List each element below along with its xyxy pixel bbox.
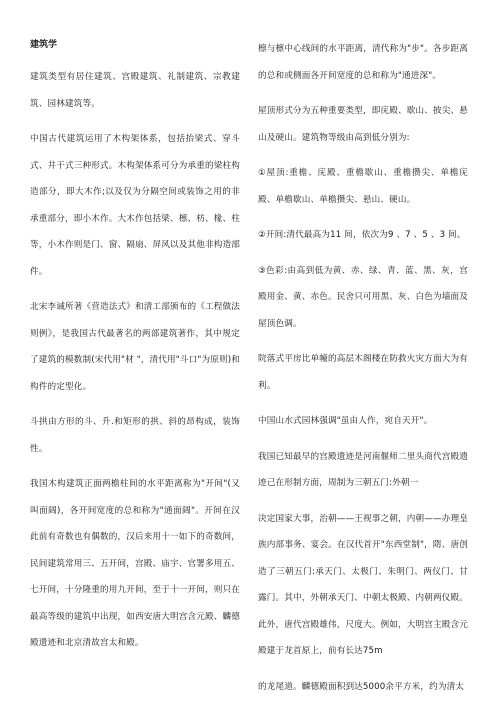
paragraph: 北宋李诫所著《营造法式》和清工部颁布的《工程做法则例》，是我国古代最著名的两部建筑著作，其中规定了建筑的模数制(宋代用"材 "，清代用"斗口"为原则)和构件的定型化。	[30, 302, 240, 392]
paragraph: 屋顶形式分为五种重要类型，即庑殿、歇山、披尖、悬山及硬山。建筑物等级由高到低分别为:	[258, 106, 468, 143]
right-column	[258, 36, 468, 709]
left-column	[30, 36, 240, 666]
section-heading: 建筑学	[30, 40, 58, 50]
paragraph: 我国已知最早的宫殿遗迹是河南偃师二里头商代宫殿遗迹己在形制方面，周制为三朝五门:外朝一	[258, 451, 468, 488]
paragraph: 斗拱由方形的斗、升.和矩形的拱、斜的昂构成，装饰性。	[30, 417, 240, 454]
paragraph: ③色彩:由高到低为黄、赤、绿、青、蓝、黑、灰，宫殿用金、黄、赤色。民舍只可用黑、灰、白色为墙面及屋顶色调。	[258, 265, 468, 329]
paragraph: 建筑类型有居住建筑、宫殿建筑、礼制建筑、宗教建筑、园林建筑等。	[30, 72, 240, 109]
paragraph: 中国山水式园林强调"虽由人作，宛自天开"。	[258, 416, 433, 426]
paragraph: 的龙尾道。麟德殿面积到达5000余平方米，约为清太	[258, 681, 465, 692]
paragraph: ①屋顶:重檐、庑殿、重檐歇山、重檐攒尖、单檐庑殿、单檐歇山、单檐攒尖、悬山、硬山。	[258, 168, 468, 205]
paragraph: ②开间:清代最高为11 间，依次为9 、7 、5 、3 间。	[258, 230, 466, 240]
paragraph: 我国木构建筑正面两檐柱间的水平距离称为"开间"(又叫面阔)，各开间宽度的总和称为"通面阔"。开间在汉此前有奇数也有偶数的，汉后来用十一如下的奇数间，民间建筑常用三、五开间，宫殿、庙宇、官署多用五、七开间，十分隆重的用九开间，至于十一开间，则只在最高等级的建筑中出现，如西安唐大明宫含元殿、麟德殿遗迹和北京清故宫太和殿。	[30, 479, 240, 648]
paragraph: 院落式平房比单幢的高层木阁楼在防救火灾方面大为有利。	[258, 354, 468, 391]
paragraph: 檩与檩中心线间的水平距离，清代称为"步"。各步距离的总和或侧面各开间宽度的总和称为"通进深"。	[258, 44, 468, 81]
paragraph: 中国古代建筑运用了木构架体系，包括抬梁式、穿斗式、井干式三种形式。木构架体系可分为承重的梁柱构造部分，即大木作;以及仅为分隔空间或装饰之用的非承重部分，即小木作。大木作包括梁、檩、枋、椽、柱等，小木作则是门、窗、隔扇、屏风以及其他非构造部件。	[30, 134, 240, 277]
paragraph: 决定国家大事，治朝——王视事之朝，内朝——办理皇族内部事务、宴会。在汉代首开"东西堂制"，隋、唐创造了三朝五门:承天门、太极门、朱明门、两仪门、甘露门。其中，外朝承天门、中朝太极殿、内朝两仪殿。此外，唐代宫殿雄伟，尺度大。例如，大明宫主殿含元殿建于龙首原上，前有长达75m	[258, 513, 468, 656]
